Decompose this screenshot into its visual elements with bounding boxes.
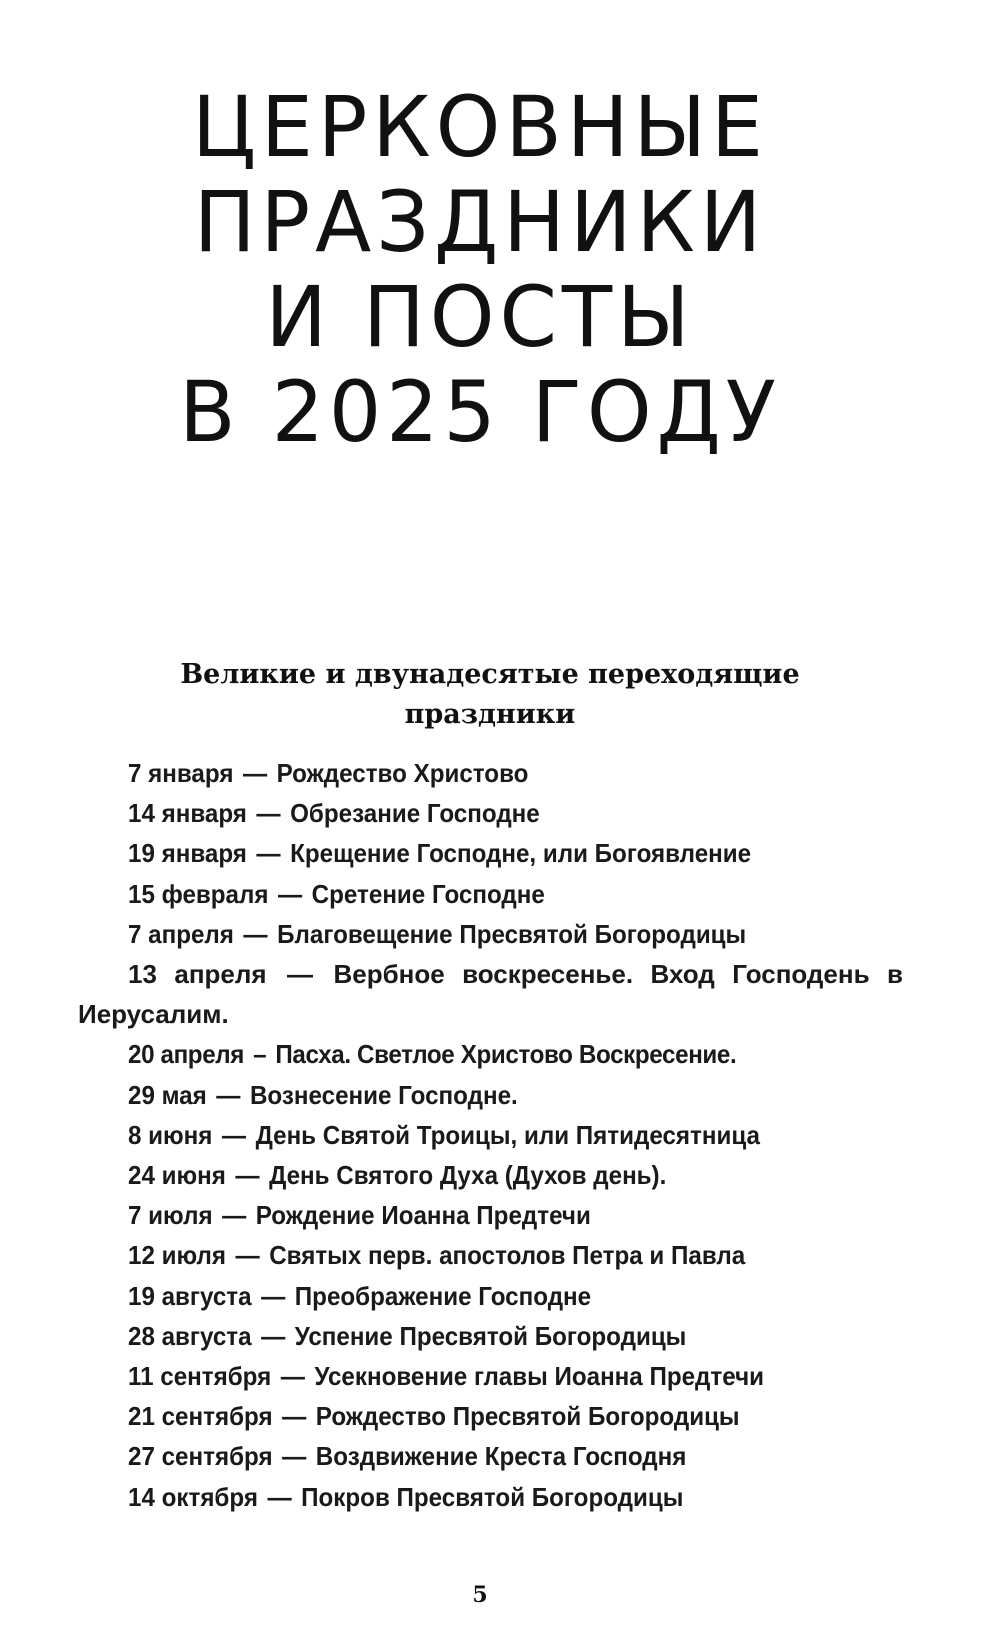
holiday-name: Пасха. Светлое Христово Воскресение. [275, 1039, 737, 1070]
holiday-entry [78, 1235, 903, 1275]
holiday-date: 12 июля [128, 1240, 226, 1271]
dash-separator: – [253, 1039, 267, 1070]
holiday-name: День Святой Троицы, или Пятидесятница [255, 1119, 760, 1150]
holiday-entry [78, 1477, 903, 1517]
holiday-name: Рождение Иоанна Предтечи [255, 1200, 591, 1231]
dash-separator: — [221, 1119, 247, 1150]
dash-separator: — [216, 1079, 241, 1110]
holiday-date: 7 июля [128, 1200, 213, 1231]
holiday-date: 7 апреля [128, 918, 234, 949]
dash-separator: — [222, 1200, 247, 1231]
holiday-name: Благовещение Пресвятой Богородицы [277, 918, 747, 949]
holiday-date: 29 мая [128, 1079, 207, 1110]
holiday-entry [78, 1075, 903, 1115]
holiday-entry [78, 1436, 903, 1476]
holiday-entry [78, 1316, 903, 1356]
holiday-name: Воздвижение Креста Господня [315, 1441, 687, 1472]
holiday-date: 20 апреля [128, 1039, 245, 1070]
dash-separator: — [261, 1320, 286, 1351]
section-heading-line: Великие и двунадесятые переходящие [180, 659, 800, 690]
dash-separator: — [256, 838, 281, 869]
holiday-date: 24 июня [128, 1160, 226, 1191]
holiday-name: Рождество Пресвятой Богородицы [315, 1401, 740, 1432]
holiday-date: 21 сентября [128, 1401, 273, 1432]
holiday-name: Вербное воскресенье. Вход Господень в Иерусалим. [78, 959, 904, 1030]
holiday-entry [78, 1155, 903, 1195]
holiday-name: Обрезание Господне [290, 798, 540, 829]
dash-separator: — [256, 798, 281, 829]
holiday-date: 13 апреля [128, 959, 267, 990]
holiday-date: 19 августа [128, 1280, 252, 1311]
section-heading [0, 655, 980, 735]
holiday-entry [78, 874, 903, 914]
holiday-date: 14 января [128, 798, 247, 829]
holiday-date: 28 августа [128, 1320, 252, 1351]
holiday-date: 7 января [128, 758, 234, 788]
holiday-name: Крещение Господне, или Богоявление [290, 838, 752, 869]
dash-separator: — [242, 758, 268, 788]
holiday-name: Преображение Господне [294, 1280, 592, 1311]
holiday-entry [78, 1356, 903, 1396]
holiday-date: 8 июня [128, 1119, 213, 1150]
holiday-entry [78, 753, 903, 793]
holiday-date: 27 сентября [128, 1441, 273, 1472]
holiday-name: Усекновение главы Иоанна Предтечи [314, 1361, 764, 1392]
holiday-name: День Святого Духа (Духов день). [269, 1160, 667, 1191]
dash-separator: — [287, 959, 314, 990]
holiday-name: Вознесение Господне. [249, 1079, 518, 1110]
holiday-date: 15 февраля [128, 878, 269, 909]
holiday-name: Рождество Христово [276, 758, 529, 788]
dash-separator: — [282, 1401, 307, 1432]
holiday-entry [78, 833, 903, 873]
title-line: И ПОСТЫ [265, 268, 695, 366]
holiday-name: Сретение Господне [311, 878, 545, 909]
title-line: ЦЕРКОВНЫЕ [192, 78, 768, 176]
holiday-date: 14 октября [128, 1481, 258, 1512]
dash-separator: — [235, 1240, 260, 1271]
dash-separator: — [235, 1160, 260, 1191]
holiday-name: Покров Пресвятой Богородицы [301, 1481, 684, 1512]
page-number: 5 [472, 1582, 488, 1608]
holiday-name: Успение Пресвятой Богородицы [294, 1320, 687, 1351]
holiday-entry-easter [78, 1034, 903, 1074]
holiday-entry [78, 1396, 903, 1436]
dash-separator: — [280, 1361, 305, 1392]
holiday-entry [78, 1115, 903, 1155]
holiday-entry [78, 1195, 903, 1235]
holiday-entry [78, 914, 903, 954]
section-heading-line: праздники [404, 699, 576, 730]
dash-separator: — [282, 1441, 307, 1472]
dash-separator: — [243, 918, 268, 949]
dash-separator: — [261, 1280, 286, 1311]
dash-separator: — [267, 1481, 292, 1512]
holiday-date: 11 сентября [128, 1361, 272, 1392]
holiday-entry [78, 1276, 903, 1316]
holiday-entry [78, 793, 903, 833]
holiday-name: Святых перв. апостолов Петра и Павла [269, 1240, 746, 1271]
title-line: В 2025 ГОДУ [179, 363, 781, 461]
dash-separator: — [277, 878, 303, 909]
holiday-date: 19 января [128, 838, 247, 869]
holiday-entry [78, 954, 903, 1034]
title-line: ПРАЗДНИКИ [193, 173, 767, 271]
holiday-list [78, 753, 903, 1517]
page-title [10, 80, 951, 460]
